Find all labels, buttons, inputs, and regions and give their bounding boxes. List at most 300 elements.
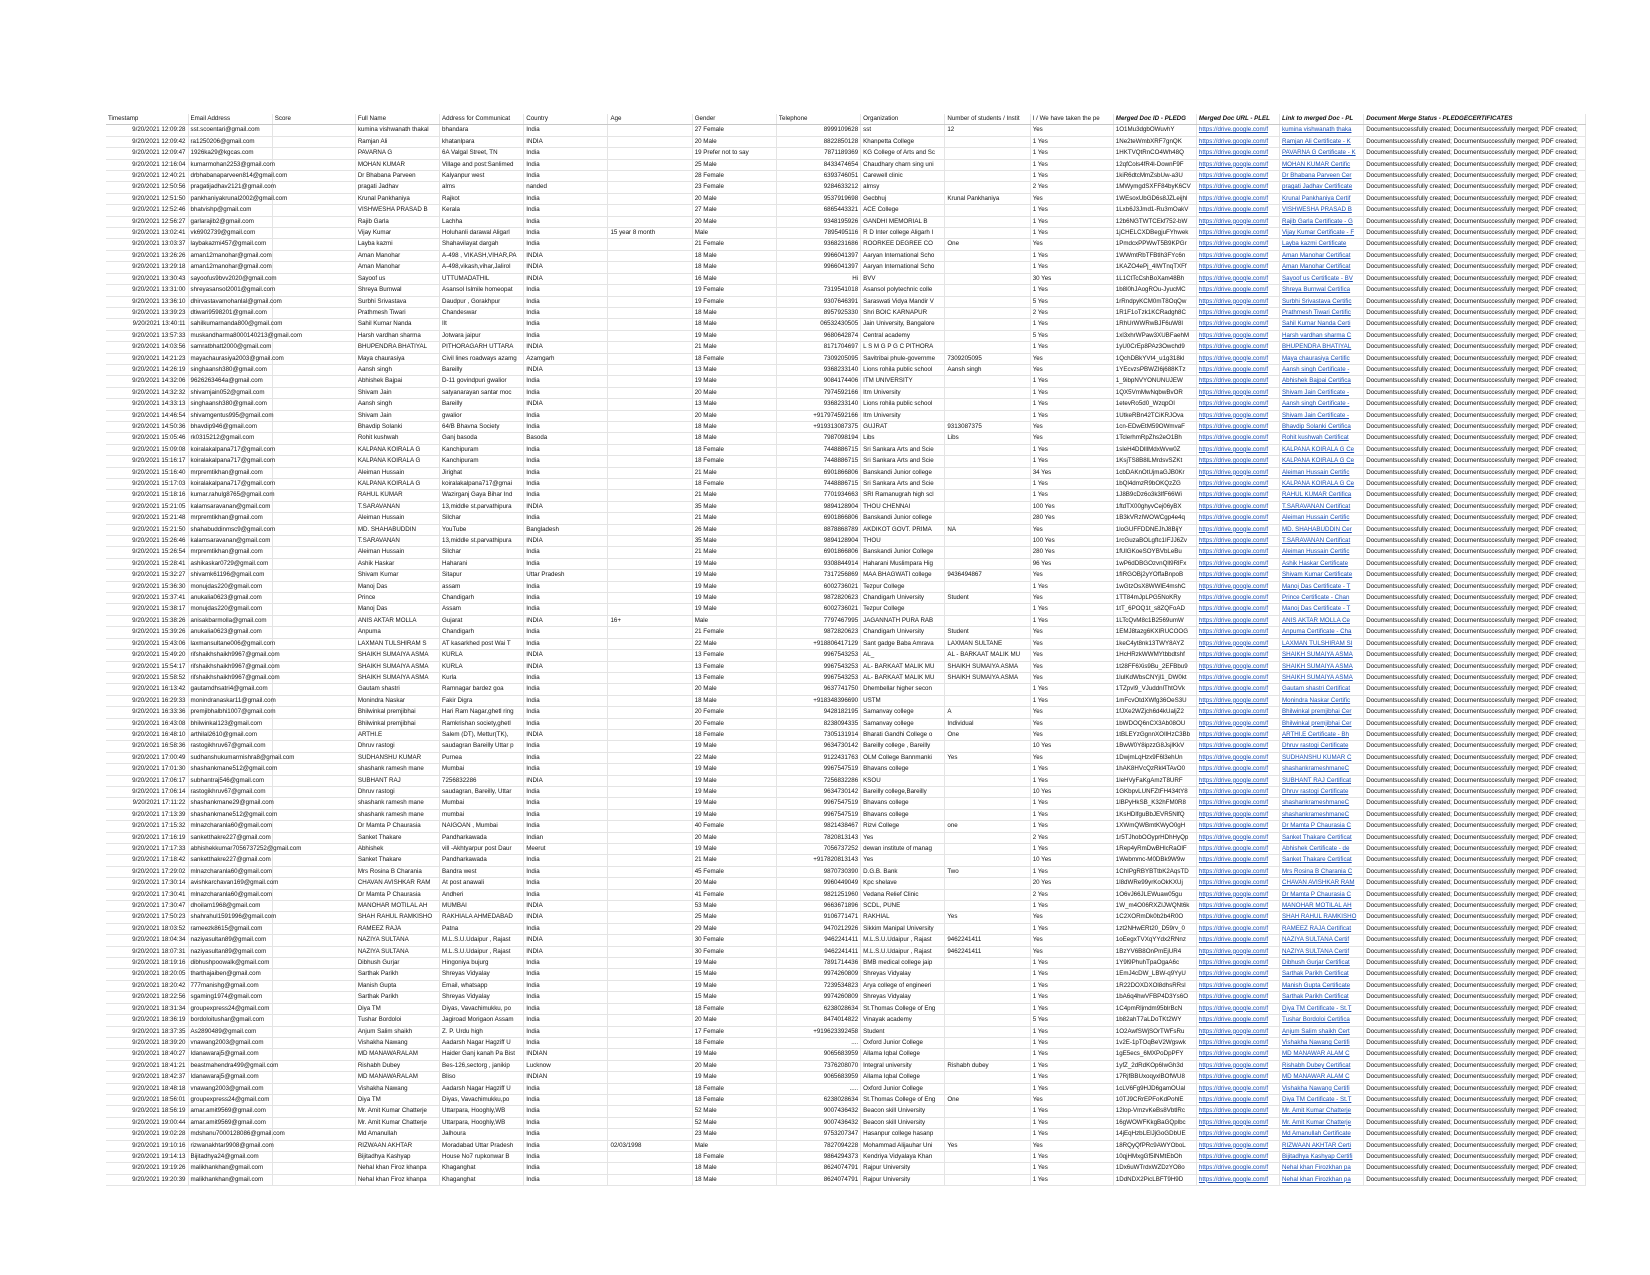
cell-merged-doc-url[interactable]: https://drive.google.com/f <box>1196 764 1279 775</box>
cell-merge-status: Documentsuccessfully created; Documentsuccessfully merged; PDF created; <box>1364 342 1586 353</box>
cell-address: Gujarat <box>440 615 524 626</box>
cell-address: Rajkot <box>440 193 524 204</box>
cell-num-students: One <box>945 1094 1030 1105</box>
cell-link-merged-doc[interactable]: MD MANAWAR ALAM C <box>1280 1072 1364 1083</box>
cell-link-merged-doc[interactable]: RIZWAAN AKHTAR Certi <box>1280 1140 1364 1151</box>
cell-merged-doc-url[interactable]: https://drive.google.com/f <box>1196 786 1279 797</box>
cell-link-merged-doc[interactable]: Bhilwinkal premjibhai Cer <box>1280 707 1364 718</box>
cell-merged-doc-url[interactable]: https://drive.google.com/f <box>1196 741 1279 752</box>
cell-link-merged-doc[interactable]: Krunal Pankhaniya Certif <box>1280 193 1364 204</box>
cell-address: Shreyas Vidyalay <box>440 969 524 980</box>
cell-merged-doc-url[interactable]: https://drive.google.com/f <box>1196 695 1279 706</box>
cell-merged-doc-url[interactable]: https://drive.google.com/f <box>1196 809 1279 820</box>
cell-merged-doc-url[interactable]: https://drive.google.com/f <box>1196 171 1279 182</box>
cell-country: India <box>524 239 608 250</box>
cell-merged-doc-url[interactable]: https://drive.google.com/f <box>1196 501 1279 512</box>
cell-merged-doc-url[interactable]: https://drive.google.com/f <box>1196 1174 1279 1185</box>
cell-timestamp: 9/20/2021 18:19:16 <box>106 958 188 969</box>
cell-link-merged-doc[interactable]: Rohit kushwah Certificat <box>1280 433 1364 444</box>
cell-num-students <box>945 262 1030 273</box>
cell-full-name: SHAH RAHUL RAMKISHO <box>355 912 439 923</box>
cell-age <box>608 901 692 912</box>
cell-score <box>272 1026 355 1037</box>
cell-link-merged-doc[interactable]: Shivam Jain Certificate - <box>1280 387 1364 398</box>
cell-merged-doc-url[interactable]: https://drive.google.com/f <box>1196 558 1279 569</box>
table-row <box>106 547 1586 558</box>
cell-link-merged-doc[interactable]: shashankrameshmaneC <box>1280 798 1364 809</box>
cell-merged-doc-id: 1B3kVRzIWOWCgp4e4q <box>1113 513 1196 524</box>
cell-merged-doc-url[interactable]: https://drive.google.com/f <box>1196 433 1279 444</box>
cell-num-students <box>945 798 1030 809</box>
cell-merged-doc-url[interactable]: https://drive.google.com/f <box>1196 193 1279 204</box>
cell-link-merged-doc[interactable]: Harsh vardhan sharma C <box>1280 330 1364 341</box>
cell-merged-doc-url[interactable]: https://drive.google.com/f <box>1196 125 1279 136</box>
cell-telephone: 9368233140 <box>776 399 860 410</box>
cell-telephone: 9122431763 <box>776 752 860 763</box>
cell-merged-doc-url[interactable]: https://drive.google.com/f <box>1196 353 1279 364</box>
cell-merged-doc-url[interactable]: https://drive.google.com/f <box>1196 1072 1279 1083</box>
cell-telephone: 9307646391 <box>776 296 860 307</box>
cell-full-name: Prathmesh Tiwari <box>355 307 439 318</box>
cell-telephone: 6901866806 <box>776 513 860 524</box>
cell-full-name: Sarthak Parikh <box>355 969 439 980</box>
cell-merged-doc-url[interactable]: https://drive.google.com/f <box>1196 182 1279 193</box>
cell-link-merged-doc[interactable]: Mr. Amit Kumar Chatterje <box>1280 1106 1364 1117</box>
cell-link-merged-doc[interactable]: Ashik Haskar Certificate <box>1280 558 1364 569</box>
cell-merged-doc-url[interactable]: https://drive.google.com/f <box>1196 399 1279 410</box>
cell-full-name: Krunal Pankhaniya <box>355 193 439 204</box>
cell-merged-doc-id: 1loGUFFDDNEJhJ8BijY <box>1113 524 1196 535</box>
cell-merged-doc-url[interactable]: https://drive.google.com/f <box>1196 1037 1279 1048</box>
cell-link-merged-doc[interactable]: PAVARNA G Certificate - K <box>1280 148 1364 159</box>
cell-merged-doc-url[interactable]: https://drive.google.com/f <box>1196 604 1279 615</box>
cell-link-merged-doc[interactable]: Dhruv rastogi Certificate <box>1280 786 1364 797</box>
cell-merge-status: Documentsuccessfully created; Documentsuccessfully merged; PDF created; <box>1364 1015 1586 1026</box>
table-row <box>106 342 1586 353</box>
cell-merged-doc-url[interactable]: https://drive.google.com/f <box>1196 638 1279 649</box>
table-row <box>106 1163 1586 1174</box>
cell-merged-doc-url[interactable]: https://drive.google.com/f <box>1196 536 1279 547</box>
cell-merge-status: Documentsuccessfully created; Documentsuccessfully merged; PDF created; <box>1364 1026 1586 1037</box>
cell-link-merged-doc[interactable]: Nehal khan Firozkhan pa <box>1280 1163 1364 1174</box>
cell-merged-doc-url[interactable]: https://drive.google.com/f <box>1196 821 1279 832</box>
cell-merged-doc-url[interactable]: https://drive.google.com/f <box>1196 1015 1279 1026</box>
cell-link-merged-doc[interactable]: Dr Mamta P Chaurasia C <box>1280 821 1364 832</box>
cell-link-merged-doc[interactable]: SUBHANT RAJ Certificat <box>1280 775 1364 786</box>
cell-merged-doc-url[interactable]: https://drive.google.com/f <box>1196 570 1279 581</box>
cell-merged-doc-url[interactable]: https://drive.google.com/f <box>1196 581 1279 592</box>
cell-merged-doc-url[interactable]: https://drive.google.com/f <box>1196 889 1279 900</box>
table-row <box>106 1174 1586 1185</box>
cell-link-merged-doc[interactable]: KALPANA KOIRALA G Ce <box>1280 456 1364 467</box>
cell-merged-doc-url[interactable]: https://drive.google.com/f <box>1196 307 1279 318</box>
cell-organization: Itm University <box>861 410 945 421</box>
cell-full-name: Abhishek <box>355 844 439 855</box>
cell-pledge-taken: 1 Yes <box>1030 809 1113 820</box>
cell-timestamp: 9/20/2021 15:32:27 <box>106 570 188 581</box>
cell-full-name: SUDHANSHU KUMAR <box>355 752 439 763</box>
cell-link-merged-doc[interactable]: Prince Certificate - Chan <box>1280 593 1364 604</box>
cell-merge-status: Documentsuccessfully created; Documentsuccessfully merged; PDF created; <box>1364 638 1586 649</box>
cell-link-merged-doc[interactable]: shashankrameshmaneC <box>1280 764 1364 775</box>
cell-merged-doc-url[interactable]: https://drive.google.com/f <box>1196 342 1279 353</box>
cell-age <box>608 752 692 763</box>
cell-merged-doc-url[interactable]: https://drive.google.com/f <box>1196 410 1279 421</box>
cell-merged-doc-url[interactable]: https://drive.google.com/f <box>1196 844 1279 855</box>
cell-link-merged-doc[interactable]: BHUPENDRA BHATIYAL <box>1280 342 1364 353</box>
cell-merged-doc-url[interactable]: https://drive.google.com/f <box>1196 513 1279 524</box>
cell-link-merged-doc[interactable]: Gautam shastri Certificat <box>1280 684 1364 695</box>
cell-score <box>272 148 355 159</box>
cell-link-merged-doc[interactable]: Layba kazmi Certificate <box>1280 239 1364 250</box>
cell-merged-doc-url[interactable]: https://drive.google.com/f <box>1196 216 1279 227</box>
cell-link-merged-doc[interactable]: Aleiman Hussain Certific <box>1280 513 1364 524</box>
cell-merged-doc-url[interactable]: https://drive.google.com/f <box>1196 593 1279 604</box>
cell-gender: 13 Male <box>692 399 776 410</box>
cell-merged-doc-url[interactable]: https://drive.google.com/f <box>1196 627 1279 638</box>
cell-merged-doc-id: 1cLV6Fg9HJD6gamOUal <box>1113 1083 1196 1094</box>
cell-full-name: Aleiman Hussain <box>355 547 439 558</box>
cell-merged-doc-url[interactable]: https://drive.google.com/f <box>1196 239 1279 250</box>
cell-link-merged-doc[interactable]: Aansh singh Certificate - <box>1280 399 1364 410</box>
cell-link-merged-doc[interactable]: Shreya Burnwal Certifica <box>1280 285 1364 296</box>
cell-link-merged-doc[interactable]: Sayoof us Certificate - BV <box>1280 273 1364 284</box>
col-merge-status: Document Merge Status - PLEDGECERTIFICATES <box>1364 114 1586 125</box>
cell-age <box>608 684 692 695</box>
cell-link-merged-doc[interactable]: Abhishek Bajpai Certifica <box>1280 376 1364 387</box>
cell-pledge-taken: 1 Yes <box>1030 262 1113 273</box>
table-row <box>106 285 1586 296</box>
cell-merged-doc-url[interactable]: https://drive.google.com/f <box>1196 1094 1279 1105</box>
cell-pledge-taken: 1 Yes <box>1030 490 1113 501</box>
cell-gender: 20 Female <box>692 718 776 729</box>
cell-merged-doc-url[interactable]: https://drive.google.com/f <box>1196 969 1279 980</box>
cell-merged-doc-url[interactable]: https://drive.google.com/f <box>1196 946 1279 957</box>
cell-timestamp: 9/20/2021 18:07:31 <box>106 946 188 957</box>
cell-merged-doc-url[interactable]: https://drive.google.com/f <box>1196 752 1279 763</box>
cell-merged-doc-url[interactable]: https://drive.google.com/f <box>1196 444 1279 455</box>
cell-link-merged-doc[interactable]: SHAIKH SUMAIYA ASMA <box>1280 672 1364 683</box>
cell-organization: Allama Iqbal College <box>861 1072 945 1083</box>
cell-merged-doc-url[interactable]: https://drive.google.com/f <box>1196 285 1279 296</box>
cell-merged-doc-url[interactable]: https://drive.google.com/f <box>1196 376 1279 387</box>
cell-merged-doc-url[interactable]: https://drive.google.com/f <box>1196 330 1279 341</box>
cell-link-merged-doc[interactable]: Md Amanullah Certificate <box>1280 1129 1364 1140</box>
cell-link-merged-doc[interactable]: Anjum Salim shaikh Cert <box>1280 1026 1364 1037</box>
cell-age <box>608 182 692 193</box>
cell-merged-doc-url[interactable]: https://drive.google.com/f <box>1196 1129 1279 1140</box>
cell-link-merged-doc[interactable]: Sarthak Parikh Certificat <box>1280 992 1364 1003</box>
cell-link-merged-doc[interactable]: KALPANA KOIRALA G Ce <box>1280 444 1364 455</box>
cell-merged-doc-url[interactable]: https://drive.google.com/f <box>1196 159 1279 170</box>
cell-merged-doc-url[interactable]: https://drive.google.com/f <box>1196 524 1279 535</box>
cell-address: Mumbai <box>440 798 524 809</box>
cell-merged-doc-url[interactable]: https://drive.google.com/f <box>1196 228 1279 239</box>
cell-link-merged-doc[interactable]: Sarthak Parikh Certificat <box>1280 969 1364 980</box>
cell-timestamp: 9/20/2021 18:42:37 <box>106 1072 188 1083</box>
cell-score <box>272 182 355 193</box>
cell-num-students: 9462241411 <box>945 935 1030 946</box>
cell-merged-doc-url[interactable]: https://drive.google.com/f <box>1196 148 1279 159</box>
cell-link-merged-doc[interactable]: T.SARAVANAN Certificat <box>1280 501 1364 512</box>
cell-merged-doc-url[interactable]: https://drive.google.com/f <box>1196 901 1279 912</box>
cell-merged-doc-url[interactable]: https://drive.google.com/f <box>1196 319 1279 330</box>
cell-merged-doc-url[interactable]: https://drive.google.com/f <box>1196 421 1279 432</box>
cell-link-merged-doc[interactable]: Monindra Naskar Certific <box>1280 695 1364 706</box>
cell-merged-doc-url[interactable]: https://drive.google.com/f <box>1196 1083 1279 1094</box>
cell-link-merged-doc[interactable]: Anpuma Certificate - Cha <box>1280 627 1364 638</box>
cell-merged-doc-url[interactable]: https://drive.google.com/f <box>1196 262 1279 273</box>
cell-merged-doc-url[interactable]: https://drive.google.com/f <box>1196 912 1279 923</box>
cell-merge-status: Documentsuccessfully created; Documentsuccessfully merged; PDF created; <box>1364 627 1586 638</box>
cell-merged-doc-url[interactable]: https://drive.google.com/f <box>1196 387 1279 398</box>
cell-link-merged-doc[interactable]: Vijay Kumar Certificate - F <box>1280 228 1364 239</box>
cell-merged-doc-url[interactable]: https://drive.google.com/f <box>1196 1163 1279 1174</box>
cell-merged-doc-url[interactable]: https://drive.google.com/f <box>1196 650 1279 661</box>
cell-merge-status: Documentsuccessfully created; Documentsuccessfully merged; PDF created; <box>1364 159 1586 170</box>
cell-link-merged-doc[interactable]: CHAVAN AVISHKAR RAM <box>1280 878 1364 889</box>
cell-link-merged-doc[interactable]: Prathmesh Tiwari Certific <box>1280 307 1364 318</box>
cell-age <box>608 148 692 159</box>
cell-merged-doc-url[interactable]: https://drive.google.com/f <box>1196 935 1279 946</box>
cell-link-merged-doc[interactable]: NAZIYA SULTANA Certif <box>1280 935 1364 946</box>
cell-merged-doc-url[interactable]: https://drive.google.com/f <box>1196 205 1279 216</box>
cell-address: gwalior <box>440 410 524 421</box>
cell-num-students: SHAIKH SUMAIYA ASMA <box>945 661 1030 672</box>
cell-merged-doc-url[interactable]: https://drive.google.com/f <box>1196 273 1279 284</box>
cell-score <box>272 410 355 421</box>
cell-link-merged-doc[interactable]: SHAH RAHUL RAMKISHO <box>1280 912 1364 923</box>
cell-link-merged-doc[interactable]: Bijitadhya Kashyap Certifi <box>1280 1151 1364 1162</box>
table-row <box>106 866 1586 877</box>
cell-link-merged-doc[interactable]: Vishakha Nawang Certifi <box>1280 1037 1364 1048</box>
cell-merged-doc-url[interactable]: https://drive.google.com/f <box>1196 866 1279 877</box>
cell-link-merged-doc[interactable]: Aleiman Hussain Certific <box>1280 467 1364 478</box>
cell-email: kumar.rahulg8765@gmail.com <box>188 490 272 501</box>
cell-timestamp: 9/20/2021 14:33:13 <box>106 399 188 410</box>
cell-score <box>272 1140 355 1151</box>
cell-merged-doc-url[interactable]: https://drive.google.com/f <box>1196 923 1279 934</box>
cell-merged-doc-url[interactable]: https://drive.google.com/f <box>1196 775 1279 786</box>
cell-merged-doc-url[interactable]: https://drive.google.com/f <box>1196 1026 1279 1037</box>
cell-merged-doc-url[interactable]: https://drive.google.com/f <box>1196 615 1279 626</box>
cell-link-merged-doc[interactable]: Shivam Jain Certificate - <box>1280 410 1364 421</box>
cell-gender: 19 Male <box>692 786 776 797</box>
cell-address: Andheri <box>440 889 524 900</box>
cell-merged-doc-url[interactable]: https://drive.google.com/f <box>1196 684 1279 695</box>
cell-merged-doc-url[interactable]: https://drive.google.com/f <box>1196 136 1279 147</box>
cell-merge-status: Documentsuccessfully created; Documentsuccessfully merged; PDF created; <box>1364 615 1586 626</box>
cell-pledge-taken: 1 Yes <box>1030 615 1113 626</box>
cell-link-merged-doc[interactable]: Sahil Kumar Nanda Certi <box>1280 319 1364 330</box>
cell-link-merged-doc[interactable]: Mr. Amit Kumar Chatterje <box>1280 1117 1364 1128</box>
cell-link-merged-doc[interactable]: kumina vishwanath thaka <box>1280 125 1364 136</box>
cell-link-merged-doc[interactable]: MANOHAR MOTILAL AH <box>1280 901 1364 912</box>
cell-num-students <box>945 695 1030 706</box>
cell-merged-doc-url[interactable]: https://drive.google.com/f <box>1196 479 1279 490</box>
cell-link-merged-doc[interactable]: Abhishek Certificate - de <box>1280 844 1364 855</box>
cell-organization: Samanvay college <box>861 718 945 729</box>
table-row <box>106 946 1586 957</box>
cell-organization: SRI Ramanugrah high scl <box>861 490 945 501</box>
cell-link-merged-doc[interactable]: KALPANA KOIRALA G Ce <box>1280 479 1364 490</box>
cell-merged-doc-url[interactable]: https://drive.google.com/f <box>1196 832 1279 843</box>
cell-link-merged-doc[interactable]: Diya TM Certificate - St.T <box>1280 1094 1364 1105</box>
cell-merge-status: Documentsuccessfully created; Documentsuccessfully merged; PDF created; <box>1364 171 1586 182</box>
cell-telephone: 9470212926 <box>776 923 860 934</box>
cell-country: India <box>524 148 608 159</box>
cell-merge-status: Documentsuccessfully created; Documentsuccessfully merged; PDF created; <box>1364 501 1586 512</box>
cell-score <box>272 1174 355 1185</box>
cell-link-merged-doc[interactable]: SHAIKH SUMAIYA ASMA <box>1280 661 1364 672</box>
cell-num-students: One <box>945 729 1030 740</box>
cell-organization: Bareilly college,Bareilly <box>861 786 945 797</box>
cell-merged-doc-url[interactable]: https://drive.google.com/f <box>1196 1049 1279 1060</box>
cell-link-merged-doc[interactable]: ARTHI.E Certificate - Bh <box>1280 729 1364 740</box>
cell-link-merged-doc[interactable]: Dr Mamta P Chaurasia C <box>1280 889 1364 900</box>
cell-link-merged-doc[interactable]: Sanket Thakare Certificat <box>1280 855 1364 866</box>
cell-telephone: 7797467995 <box>776 615 860 626</box>
cell-link-merged-doc[interactable]: SHAIKH SUMAIYA ASMA <box>1280 650 1364 661</box>
cell-country: India <box>524 684 608 695</box>
cell-link-merged-doc[interactable]: Sanket Thakare Certificat <box>1280 832 1364 843</box>
cell-telephone: 9368233140 <box>776 364 860 375</box>
cell-telephone: 7827094228 <box>776 1140 860 1151</box>
cell-merged-doc-id: 1rcGuzaBOLgftc1IFJJ6Zv <box>1113 536 1196 547</box>
cell-link-merged-doc[interactable]: MD. SHAHABUDDIN Cer <box>1280 524 1364 535</box>
cell-merged-doc-url[interactable]: https://drive.google.com/f <box>1196 1151 1279 1162</box>
cell-merged-doc-url[interactable]: https://drive.google.com/f <box>1196 547 1279 558</box>
cell-pledge-taken: 1 Yes <box>1030 695 1113 706</box>
cell-telephone: 9960449049 <box>776 878 860 889</box>
cell-merged-doc-url[interactable]: https://drive.google.com/f <box>1196 1003 1279 1014</box>
cell-country: India <box>524 547 608 558</box>
table-row <box>106 752 1586 763</box>
cell-merge-status: Documentsuccessfully created; Documentsuccessfully merged; PDF created; <box>1364 558 1586 569</box>
cell-num-students <box>945 1163 1030 1174</box>
cell-link-merged-doc[interactable]: MD MANAWAR ALAM C <box>1280 1049 1364 1060</box>
cell-merged-doc-url[interactable]: https://drive.google.com/f <box>1196 1060 1279 1071</box>
cell-email: shreyasansol2001@gmail.com <box>188 285 272 296</box>
cell-merged-doc-url[interactable]: https://drive.google.com/f <box>1196 296 1279 307</box>
cell-link-merged-doc[interactable]: MOHAN KUMAR Certific <box>1280 159 1364 170</box>
table-row <box>106 821 1586 832</box>
table-row <box>106 216 1586 227</box>
cell-merged-doc-url[interactable]: https://drive.google.com/f <box>1196 980 1279 991</box>
cell-gender: 27 Male <box>692 205 776 216</box>
cell-country: INDIA <box>524 364 608 375</box>
cell-link-merged-doc[interactable]: SUDHANSHU KUMAR C <box>1280 752 1364 763</box>
cell-num-students <box>945 216 1030 227</box>
cell-merged-doc-url[interactable]: https://drive.google.com/f <box>1196 718 1279 729</box>
table-row <box>106 171 1586 182</box>
cell-merged-doc-url[interactable]: https://drive.google.com/f <box>1196 1106 1279 1117</box>
cell-merged-doc-url[interactable]: https://drive.google.com/f <box>1196 490 1279 501</box>
cell-merged-doc-url[interactable]: https://drive.google.com/f <box>1196 878 1279 889</box>
cell-score <box>272 593 355 604</box>
cell-merged-doc-url[interactable]: https://drive.google.com/f <box>1196 672 1279 683</box>
cell-merged-doc-url[interactable]: https://drive.google.com/f <box>1196 855 1279 866</box>
cell-merged-doc-url[interactable]: https://drive.google.com/f <box>1196 798 1279 809</box>
cell-link-merged-doc[interactable]: Dhruv rastogi Certificate <box>1280 741 1364 752</box>
cell-link-merged-doc[interactable]: Manish Gupta Certificate <box>1280 980 1364 991</box>
cell-age <box>608 1049 692 1060</box>
cell-link-merged-doc[interactable]: Aleiman Hussain Certific <box>1280 547 1364 558</box>
cell-merge-status: Documentsuccessfully created; Documentsuccessfully merged; PDF created; <box>1364 1163 1586 1174</box>
cell-link-merged-doc[interactable]: ANIS AKTAR MOLLA Ce <box>1280 615 1364 626</box>
cell-link-merged-doc[interactable]: Manoj Das Certificate - T <box>1280 581 1364 592</box>
cell-merged-doc-url[interactable]: https://drive.google.com/f <box>1196 1117 1279 1128</box>
cell-organization: Sri Sankara Arts and Scie <box>861 456 945 467</box>
cell-link-merged-doc[interactable]: pragati Jadhav Certificate <box>1280 182 1364 193</box>
cell-link-merged-doc[interactable]: RAMEEZ RAJA Certificat <box>1280 923 1364 934</box>
cell-merged-doc-url[interactable]: https://drive.google.com/f <box>1196 250 1279 261</box>
cell-link-merged-doc[interactable]: Vishakha Nawang Certifi <box>1280 1083 1364 1094</box>
cell-merged-doc-url[interactable]: https://drive.google.com/f <box>1196 1140 1279 1151</box>
cell-age <box>608 958 692 969</box>
cell-link-merged-doc[interactable]: Nehal khan Firozkhan pa <box>1280 1174 1364 1185</box>
cell-link-merged-doc[interactable]: Aman Manohar Certificat <box>1280 262 1364 273</box>
cell-address: Shahavilayat dargah <box>440 239 524 250</box>
cell-merged-doc-url[interactable]: https://drive.google.com/f <box>1196 992 1279 1003</box>
cell-link-merged-doc[interactable]: shashankrameshmaneC <box>1280 809 1364 820</box>
cell-link-merged-doc[interactable]: Surbhi Srivastava Certific <box>1280 296 1364 307</box>
cell-merged-doc-url[interactable]: https://drive.google.com/f <box>1196 729 1279 740</box>
cell-link-merged-doc[interactable]: RAHUL KUMAR Certifica <box>1280 490 1364 501</box>
cell-merged-doc-url[interactable]: https://drive.google.com/f <box>1196 467 1279 478</box>
cell-link-merged-doc[interactable]: Rishabh Dubey Certificat <box>1280 1060 1364 1071</box>
cell-merge-status: Documentsuccessfully created; Documentsuccessfully merged; PDF created; <box>1364 136 1586 147</box>
cell-score <box>272 958 355 969</box>
cell-link-merged-doc[interactable]: T.SARAVANAN Certificat <box>1280 536 1364 547</box>
cell-organization: Beacon skill University <box>861 1106 945 1117</box>
cell-link-merged-doc[interactable]: Aman Manohar Certificat <box>1280 250 1364 261</box>
cell-link-merged-doc[interactable]: Dibhush Gurjar Certificat <box>1280 958 1364 969</box>
cell-country: India <box>524 479 608 490</box>
cell-link-merged-doc[interactable]: Bhilwinkal premjibhai Cer <box>1280 718 1364 729</box>
cell-link-merged-doc[interactable]: Tushar Bordoloi Certifica <box>1280 1015 1364 1026</box>
cell-address: AT kasarkhed post Wai T <box>440 638 524 649</box>
cell-link-merged-doc[interactable]: Ramjan Ali Certificate - K <box>1280 136 1364 147</box>
table-row <box>106 387 1586 398</box>
cell-link-merged-doc[interactable]: Dr Bhabana Parveen Cer <box>1280 171 1364 182</box>
cell-organization: D.G.B. Bank <box>861 866 945 877</box>
cell-link-merged-doc[interactable]: Maya chaurasiya Certific <box>1280 353 1364 364</box>
cell-merged-doc-url[interactable]: https://drive.google.com/f <box>1196 364 1279 375</box>
cell-organization: AKDIKOT GOVT. PRIMA <box>861 524 945 535</box>
cell-merged-doc-url[interactable]: https://drive.google.com/f <box>1196 958 1279 969</box>
cell-pledge-taken: 1 Yes <box>1030 1163 1113 1174</box>
cell-merged-doc-url[interactable]: https://drive.google.com/f <box>1196 707 1279 718</box>
cell-merged-doc-url[interactable]: https://drive.google.com/f <box>1196 661 1279 672</box>
cell-merged-doc-url[interactable]: https://drive.google.com/f <box>1196 456 1279 467</box>
cell-link-merged-doc[interactable]: LAXMAN TULSHIRAM SI <box>1280 638 1364 649</box>
cell-full-name: NAZIYA SULTANA <box>355 935 439 946</box>
cell-num-students: One <box>945 239 1030 250</box>
cell-link-merged-doc[interactable]: Bhavdip Solanki Certifica <box>1280 421 1364 432</box>
cell-link-merged-doc[interactable]: Diya TM Certificate - St.T <box>1280 1003 1364 1014</box>
cell-merge-status: Documentsuccessfully created; Documentsuccessfully merged; PDF created; <box>1364 946 1586 957</box>
cell-email: groupexpress24@gmail.com <box>188 1003 272 1014</box>
cell-link-merged-doc[interactable]: Mrs Rosina B Charania C <box>1280 866 1364 877</box>
cell-link-merged-doc[interactable]: NAZIYA SULTANA Certif <box>1280 946 1364 957</box>
cell-timestamp: 9/20/2021 12:40:21 <box>106 171 188 182</box>
cell-link-merged-doc[interactable]: Aansh singh Certificate - <box>1280 364 1364 375</box>
cell-link-merged-doc[interactable]: VISHWESHA PRASAD B <box>1280 205 1364 216</box>
cell-link-merged-doc[interactable]: Manoj Das Certificate - T <box>1280 604 1364 615</box>
cell-link-merged-doc[interactable]: Shivam Kumar Certificate <box>1280 570 1364 581</box>
cell-link-merged-doc[interactable]: Rajib Garla Certificate - G <box>1280 216 1364 227</box>
